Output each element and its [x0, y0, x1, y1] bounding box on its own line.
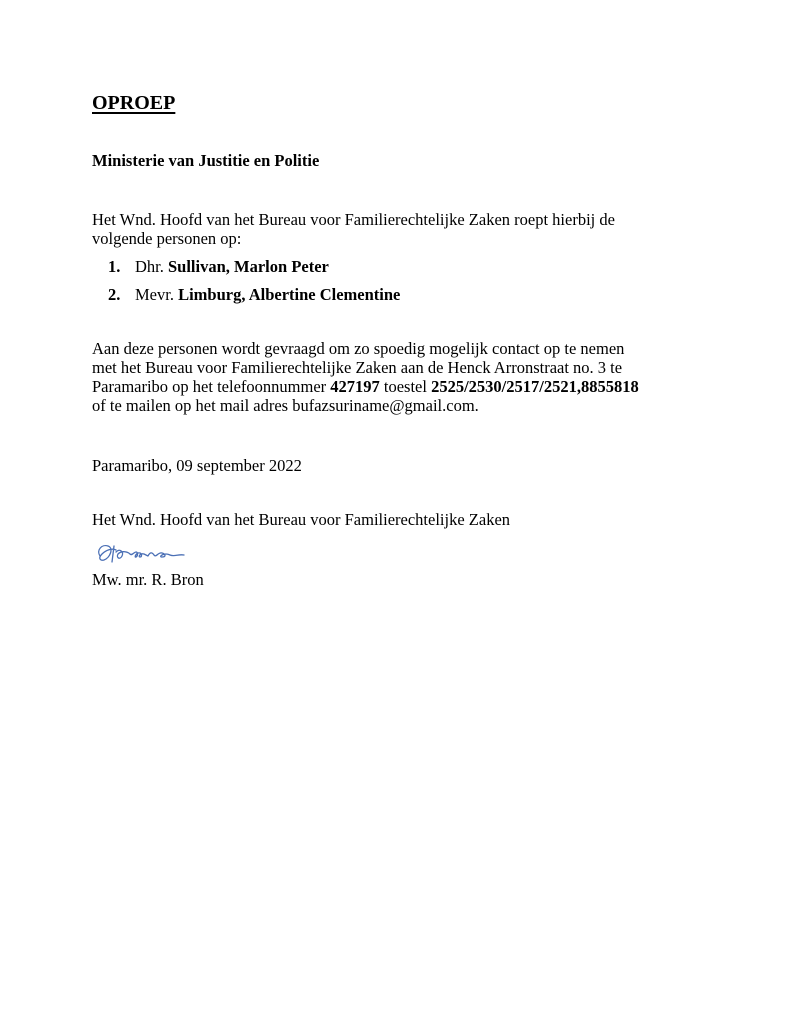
contact-line-2: met het Bureau voor Familierechtelijke Zaken aan de Henck Arronstraat no. 3 te — [92, 358, 623, 377]
contact-line-3 — [92, 377, 639, 396]
intro-paragraph — [92, 210, 615, 248]
list-item — [108, 257, 329, 277]
person-prefix: Mevr. — [135, 285, 174, 304]
signer-name: Mw. mr. R. Bron — [92, 570, 204, 589]
signer-title: Het Wnd. Hoofd van het Bureau voor Familierechtelijke Zaken — [92, 510, 511, 529]
ministry-heading: Ministerie van Justitie en Politie — [92, 151, 320, 170]
phone-number: 427197 — [330, 377, 380, 396]
intro-line-1: Het Wnd. Hoofd van het Bureau voor Familierechtelijke Zaken roept hierbij de — [92, 210, 615, 229]
email-label: of te mailen op het mail adres — [92, 396, 289, 415]
extension-label: toestel — [383, 377, 427, 396]
phone-label: Paramaribo op het telefoonnummer — [92, 377, 327, 396]
email-address: bufazsuriname@gmail.com — [292, 396, 475, 415]
person-name: Sullivan, Marlon Peter — [168, 257, 329, 276]
date-line: Paramaribo, 09 september 2022 — [92, 456, 302, 475]
contact-line-4: of te mailen op het mail adres bufazsuriname@gmail.com. — [92, 396, 479, 415]
signature-image — [92, 538, 202, 568]
extension-numbers: 2525/2530/2517/2521,8855818 — [431, 377, 639, 396]
intro-line-2: volgende personen op: — [92, 229, 242, 248]
contact-paragraph — [92, 339, 639, 415]
list-item — [108, 285, 400, 305]
person-prefix: Dhr. — [135, 257, 164, 276]
page-title: OPROEP — [92, 92, 176, 114]
list-number: 2. — [108, 285, 121, 304]
contact-line-1: Aan deze personen wordt gevraagd om zo spoedig mogelijk contact op te nemen — [92, 339, 625, 358]
list-number: 1. — [108, 257, 121, 276]
person-name: Limburg, Albertine Clementine — [178, 285, 401, 304]
